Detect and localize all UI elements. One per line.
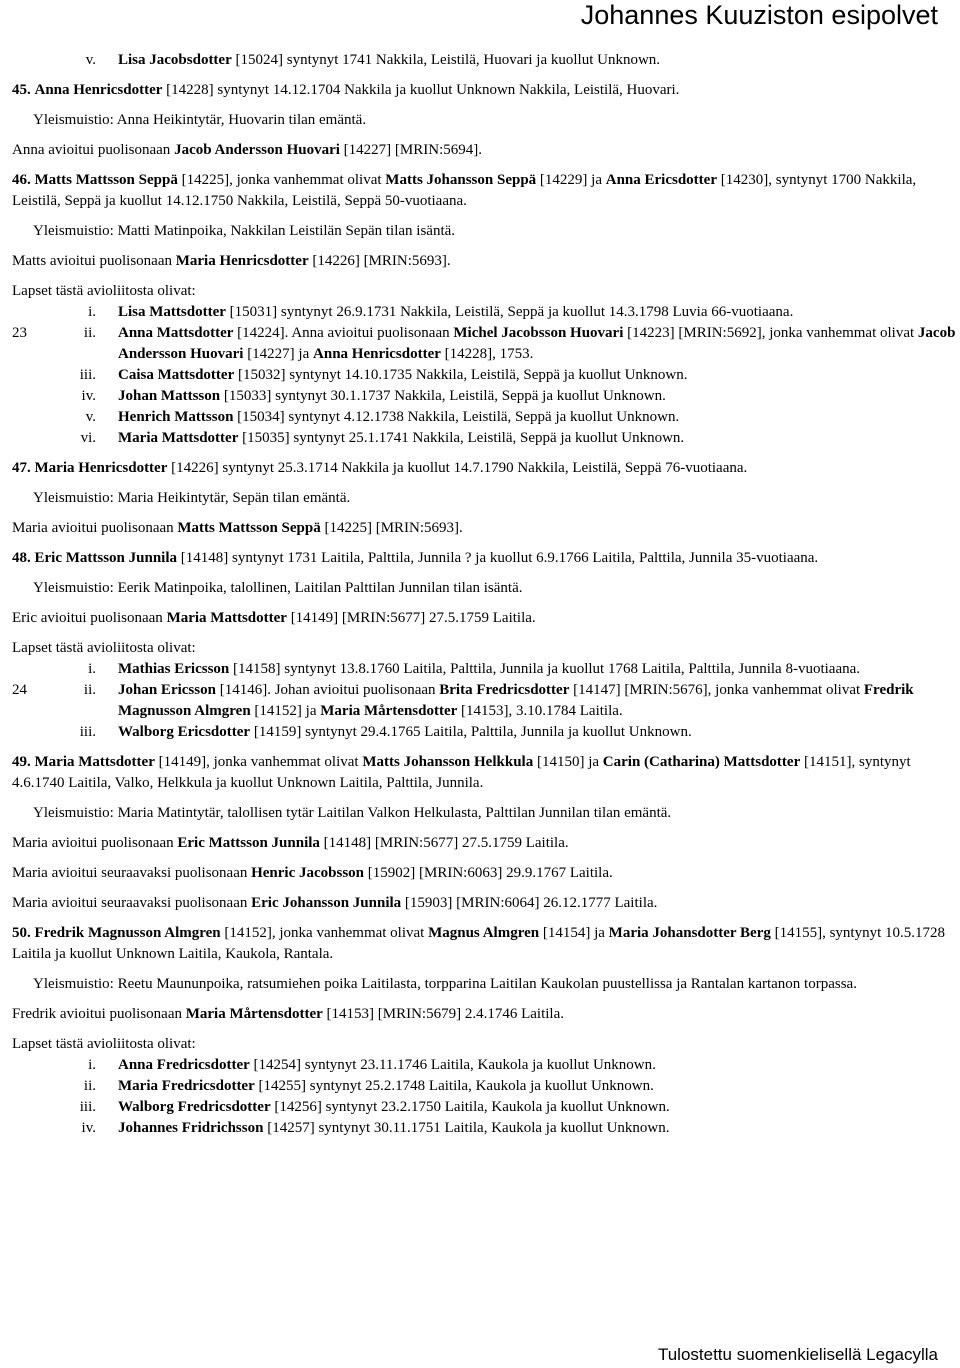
children-list <box>12 302 958 449</box>
person-name[interactable]: Matts Mattsson Seppä <box>34 172 178 188</box>
mother-name[interactable]: Maria Johansdotter Berg <box>608 925 771 941</box>
person-name[interactable]: Mathias Ericsson <box>118 661 230 677</box>
person-name[interactable]: Maria Henricsdotter <box>34 460 168 476</box>
father-name[interactable]: Magnus Almgren <box>428 925 540 941</box>
entry-46 <box>12 170 958 449</box>
father-name[interactable]: Matts Johansson Helkkula <box>362 754 534 770</box>
general-note: Yleismuistio: Eerik Matinpoika, talollinen, Laitilan Palttilan Junnilan tilan isäntä. <box>33 580 523 596</box>
father-name[interactable]: Jacob Andersson Huovari <box>118 325 956 362</box>
mother-name[interactable]: Anna Ericsdotter <box>605 172 717 188</box>
person-name[interactable]: Anna Fredricsdotter <box>118 1057 250 1073</box>
mother-name[interactable]: Anna Henricsdotter <box>313 346 441 362</box>
page-footer: Tulostettu suomenkielisellä Legacylla <box>657 1345 938 1364</box>
list-item <box>12 302 958 323</box>
father-name[interactable]: Matts Johansson Seppä <box>385 172 537 188</box>
marriage-line: Maria avioitui puolisonaan Matts Mattsson Seppä [14225] [MRIN:5693]. <box>12 520 463 536</box>
general-note: Yleismuistio: Anna Heikintytär, Huovarin tilan emäntä. <box>33 112 367 128</box>
person-name[interactable]: Johannes Fridrichsson <box>118 1120 264 1136</box>
list-item <box>12 323 958 365</box>
entry-number: 48. <box>12 550 31 566</box>
list-item <box>12 680 958 722</box>
list-item <box>12 428 958 449</box>
marriage-line: Maria avioitui seuraavaksi puolisonaan Eric Johansson Junnila [15903] [MRIN:6064] 26.12.1777 Laitila. <box>12 895 658 911</box>
child-index: ii. <box>83 1078 96 1094</box>
child-text: Walborg Ericsdotter [14159] syntynyt 29.4.1765 Laitila, Palttila, Junnila ja kuollut Unknown. <box>118 724 692 740</box>
marriage-line: Fredrik avioitui puolisonaan Maria Mårtensdotter [14153] [MRIN:5679] 2.4.1746 Laitila. <box>12 1006 564 1022</box>
marriage-line: Anna avioitui puolisonaan Jacob Andersson Huovari [14227] [MRIN:5694]. <box>12 142 482 158</box>
person-name[interactable]: Walborg Fredricsdotter <box>118 1099 271 1115</box>
father-name[interactable]: Fredrik Magnusson Almgren <box>118 682 914 719</box>
entry-47 <box>12 458 958 539</box>
person-name[interactable]: Lisa Jacobsdotter <box>118 52 232 68</box>
entry-number: 46. <box>12 172 31 188</box>
entry-heading: 50. Fredrik Magnusson Almgren [14152], jonka vanhemmat olivat Magnus Almgren [14154] ja Maria Johansdotter Berg [14155], syntynyt 10.5.1728 Laitila ja kuollut Unknown Laitila, Kaukola, Rantala. <box>12 925 946 962</box>
entry-heading: 49. Maria Mattsdotter [14149], jonka vanhemmat olivat Matts Johansson Helkkula [14150] ja Carin (Catharina) Mattsdotter [14151], syntynyt 4.6.1740 Laitila, Valko, Helkkula ja kuollut Unknown Laitila, Palttila, Junnila. <box>12 754 911 791</box>
entry-49 <box>12 752 958 914</box>
person-name[interactable]: Lisa Mattsdotter <box>118 304 226 320</box>
child-text: Walborg Fredricsdotter [14256] syntynyt 23.2.1750 Laitila, Kaukola ja kuollut Unknown. <box>118 1099 670 1115</box>
child-index: vi. <box>80 430 96 446</box>
list-item <box>12 365 958 386</box>
entry-number: 49. <box>12 754 31 770</box>
generation-number[interactable]: 24 <box>12 682 27 698</box>
entry-number: 45. <box>12 82 31 98</box>
child-text: Maria Mattsdotter [15035] syntynyt 25.1.1741 Nakkila, Leistilä, Seppä ja kuollut Unknown. <box>118 430 685 446</box>
children-label: Lapset tästä avioliitosta olivat: <box>12 283 196 299</box>
list-item <box>12 1097 958 1118</box>
person-name[interactable]: Henrich Mattsson <box>118 409 234 425</box>
child-text: Caisa Mattsdotter [15032] syntynyt 14.10.1735 Nakkila, Leistilä, Seppä ja kuollut Unknown. <box>118 367 688 383</box>
child-index: ii. <box>83 682 96 698</box>
document-body <box>12 50 958 1148</box>
person-name[interactable]: Anna Henricsdotter <box>34 82 163 98</box>
spouse-name[interactable]: Matts Mattsson Seppä <box>177 520 321 536</box>
generation-number[interactable]: 23 <box>12 325 27 341</box>
marriage-line: Maria avioitui seuraavaksi puolisonaan Henric Jacobsson [15902] [MRIN:6063] 29.9.1767 Laitila. <box>12 865 613 881</box>
child-index: iv. <box>81 388 96 404</box>
spouse-name[interactable]: Jacob Andersson Huovari <box>174 142 340 158</box>
children-list <box>12 659 958 743</box>
marriage-line: Matts avioitui puolisonaan Maria Henricsdotter [14226] [MRIN:5693]. <box>12 253 451 269</box>
spouse-name[interactable]: Eric Mattsson Junnila <box>177 835 320 851</box>
entry-45 <box>12 80 958 161</box>
spouse-name[interactable]: Brita Fredricsdotter <box>439 682 570 698</box>
spouse-name[interactable]: Eric Johansson Junnila <box>251 895 402 911</box>
page-title: Johannes Kuuziston esipolvet <box>580 0 938 30</box>
general-note: Yleismuistio: Maria Matintytär, talollisen tytär Laitilan Valkon Helkulasta, Palttilan Junnilan tilan emäntä. <box>33 805 672 821</box>
child-text: Mathias Ericsson [14158] syntynyt 13.8.1760 Laitila, Palttila, Junnila ja kuollut 1768 Laitila, Palttila, Junnila 8-vuotiaana. <box>118 661 861 677</box>
person-name[interactable]: Anna Mattsdotter <box>118 325 234 341</box>
list-item <box>12 50 958 71</box>
child-index: iii. <box>79 1099 96 1115</box>
spouse-name[interactable]: Maria Mårtensdotter <box>185 1006 323 1022</box>
person-name[interactable]: Walborg Ericsdotter <box>118 724 251 740</box>
child-index: v. <box>85 409 96 425</box>
spouse-name[interactable]: Maria Henricsdotter <box>175 253 309 269</box>
entry-heading: 46. Matts Mattsson Seppä [14225], jonka vanhemmat olivat Matts Johansson Seppä [14229] ja Anna Ericsdotter [14230], syntynyt 1700 Nakkila, Leistilä, Seppä ja kuollut 14.12.1750 Nakkila, Leistilä, Seppä 50-vuotiaana. <box>12 172 917 209</box>
marriage-line: Maria avioitui puolisonaan Eric Mattsson Junnila [14148] [MRIN:5677] 27.5.1759 Laitila. <box>12 835 569 851</box>
children-label: Lapset tästä avioliitosta olivat: <box>12 1036 196 1052</box>
entry-48 <box>12 548 958 743</box>
child-index: iv. <box>81 1120 96 1136</box>
person-name[interactable]: Eric Mattsson Junnila <box>34 550 178 566</box>
child-text: Johan Ericsson [14146]. Johan avioitui puolisonaan Brita Fredricsdotter [14147] [MRIN:5676], jonka vanhemmat olivat Fredrik Magnusson Almgren [14152] ja Maria Mårtensdotter [14153], 3.10.1784 Laitila. <box>118 682 914 719</box>
person-name[interactable]: Fredrik Magnusson Almgren <box>34 925 221 941</box>
child-text: Anna Mattsdotter [14224]. Anna avioitui puolisonaan Michel Jacobsson Huovari [14223] [MRIN:5692], jonka vanhemmat olivat Jacob Andersson Huovari [14227] ja Anna Henricsdotter [14228], 1753. <box>118 325 956 362</box>
child-index: v. <box>85 52 96 68</box>
mother-name[interactable]: Maria Mårtensdotter <box>320 703 458 719</box>
person-name[interactable]: Caisa Mattsdotter <box>118 367 235 383</box>
child-text: Henrich Mattsson [15034] syntynyt 4.12.1738 Nakkila, Leistilä, Seppä ja kuollut Unknown. <box>118 409 680 425</box>
child-index: i. <box>88 304 96 320</box>
children-list <box>12 1055 958 1139</box>
child-text: Lisa Jacobsdotter [15024] syntynyt 1741 Nakkila, Leistilä, Huovari ja kuollut Unknown. <box>118 52 661 68</box>
list-item <box>12 407 958 428</box>
person-name[interactable]: Johan Mattsson <box>118 388 221 404</box>
child-index: iii. <box>79 367 96 383</box>
child-index: i. <box>88 1057 96 1073</box>
entry-heading: 47. Maria Henricsdotter [14226] syntynyt 25.3.1714 Nakkila ja kuollut 14.7.1790 Nakkila, Leistilä, Seppä 76-vuotiaana. <box>12 460 748 476</box>
entry-50 <box>12 923 958 1139</box>
person-name[interactable]: Maria Mattsdotter <box>118 430 239 446</box>
child-text: Anna Fredricsdotter [14254] syntynyt 23.11.1746 Laitila, Kaukola ja kuollut Unknown. <box>118 1057 656 1073</box>
list-item <box>12 659 958 680</box>
child-text: Lisa Mattsdotter [15031] syntynyt 26.9.1731 Nakkila, Leistilä, Seppä ja kuollut 14.3.1798 Luvia 66-vuotiaana. <box>118 304 794 320</box>
top-child-list <box>12 50 958 71</box>
child-text: Johan Mattsson [15033] syntynyt 30.1.1737 Nakkila, Leistilä, Seppä ja kuollut Unknown. <box>118 388 666 404</box>
spouse-name[interactable]: Maria Mattsdotter <box>166 610 287 626</box>
entry-heading: 48. Eric Mattsson Junnila [14148] syntynyt 1731 Laitila, Palttila, Junnila ? ja kuollut 6.9.1766 Laitila, Palttila, Junnila 35-vuotiaana. <box>12 550 819 566</box>
child-index: i. <box>88 661 96 677</box>
general-note: Yleismuistio: Matti Matinpoika, Nakkilan Leistilän Sepän tilan isäntä. <box>33 223 456 239</box>
mother-name[interactable]: Carin (Catharina) Mattsdotter <box>602 754 801 770</box>
spouse-name[interactable]: Henric Jacobsson <box>251 865 365 881</box>
general-note: Yleismuistio: Maria Heikintytär, Sepän tilan emäntä. <box>33 490 351 506</box>
child-index: ii. <box>83 325 96 341</box>
list-item <box>12 722 958 743</box>
child-index: iii. <box>79 724 96 740</box>
person-name[interactable]: Johan Ericsson <box>118 682 216 698</box>
entry-number: 47. <box>12 460 31 476</box>
children-label: Lapset tästä avioliitosta olivat: <box>12 640 196 656</box>
person-name[interactable]: Maria Mattsdotter <box>34 754 155 770</box>
entry-number: 50. <box>12 925 31 941</box>
child-text: Maria Fredricsdotter [14255] syntynyt 25.2.1748 Laitila, Kaukola ja kuollut Unknown. <box>118 1078 654 1094</box>
person-name[interactable]: Maria Fredricsdotter <box>118 1078 255 1094</box>
list-item <box>12 1055 958 1076</box>
child-text: Johannes Fridrichsson [14257] syntynyt 30.11.1751 Laitila, Kaukola ja kuollut Unknown. <box>118 1120 670 1136</box>
entry-heading: 45. Anna Henricsdotter [14228] syntynyt 14.12.1704 Nakkila ja kuollut Unknown Nakkila, Leistilä, Huovari. <box>12 82 680 98</box>
spouse-name[interactable]: Michel Jacobsson Huovari <box>453 325 624 341</box>
list-item <box>12 386 958 407</box>
marriage-line: Eric avioitui puolisonaan Maria Mattsdotter [14149] [MRIN:5677] 27.5.1759 Laitila. <box>12 610 536 626</box>
general-note: Yleismuistio: Reetu Maununpoika, ratsumiehen poika Laitilasta, torpparina Laitilan Kaukolan puustellissa ja Rantalan kartanon torpassa. <box>33 976 857 992</box>
list-item <box>12 1118 958 1139</box>
list-item <box>12 1076 958 1097</box>
